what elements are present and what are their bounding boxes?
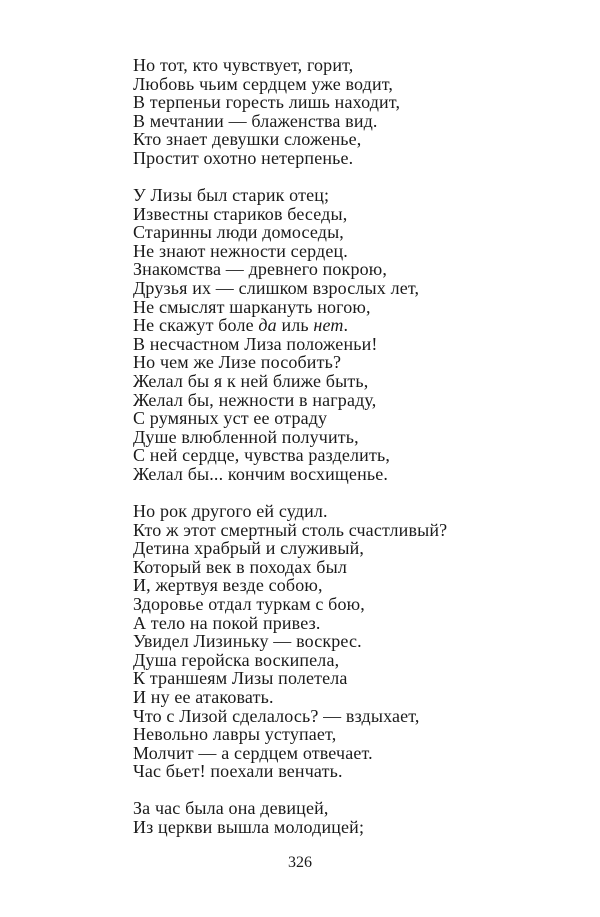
poem-line: С румяных уст ее отраду — [133, 408, 328, 429]
poem-line: Кто ж этот смертный столь счастливый? — [133, 519, 448, 540]
poem-line: В терпеньи горесть лишь находит, — [133, 92, 401, 113]
poem-line: Друзья их — слишком взрослых лет, — [133, 278, 420, 299]
stanza-1 — [133, 56, 573, 168]
poem-line: Старинны люди домоседы, — [133, 222, 344, 243]
poem-line: Душе влюбленной получить, — [133, 426, 359, 447]
poem-line: Любовь чьим сердцем уже водит, — [133, 73, 394, 94]
poem-line: А тело на покой привез. — [133, 612, 321, 633]
stanza-3 — [133, 502, 573, 781]
poem-text — [133, 56, 573, 855]
poem-line: Известны стариков беседы, — [133, 203, 348, 224]
poem-line: В несчастном Лиза положеньи! — [133, 333, 378, 354]
poem-line: Час бьет! поехали венчать. — [133, 761, 343, 782]
poem-line: Молчит — а сердцем отвечает. — [133, 742, 373, 763]
poem-line: Не скажут боле да иль нет. — [133, 315, 349, 336]
poem-line: С ней сердце, чувства разделить, — [133, 445, 390, 466]
poem-line: Из церкви вышла молодицей; — [133, 817, 365, 838]
poem-line: Кто знает девушки сложенье, — [133, 129, 362, 150]
poem-line: И, жертвуя везде собою, — [133, 575, 323, 596]
poem-line: Но рок другого ей судил. — [133, 501, 328, 522]
poem-line: Здоровье отдал туркам с бою, — [133, 594, 365, 615]
poem-line: Душа геройска воскипела, — [133, 649, 340, 670]
poem-line: Но чем же Лизе пособить? — [133, 352, 342, 373]
poem-line: К траншеям Лизы полетела — [133, 668, 348, 689]
poem-line: И ну ее атаковать. — [133, 687, 274, 707]
poem-line: Желал бы я к ней ближе быть, — [133, 371, 369, 391]
poem-line: Желал бы, нежности в награду, — [133, 389, 377, 410]
poem-line: Который век в походах был — [133, 556, 347, 577]
poem-line: Но тот, кто чувствует, горит, — [133, 55, 354, 75]
poem-line: В мечтании — блаженства вид. — [133, 110, 378, 131]
poem-line: Не смыслят шаркануть ногою, — [133, 296, 371, 317]
poem-line: Детина храбрый и служивый, — [133, 538, 365, 559]
poem-line: У Лизы был старик отец; — [133, 185, 330, 206]
poem-line: Что с Лизой сделалось? — вздыхает, — [133, 705, 420, 726]
stanza-4 — [133, 799, 573, 836]
poem-line: Невольно лавры уступает, — [133, 724, 337, 745]
poem-line: Простит охотно нетерпенье. — [133, 147, 354, 168]
page-number: 326 — [288, 854, 312, 871]
poem-line: Не знают нежности сердец. — [133, 240, 348, 261]
poem-line: За час была она девицей, — [133, 798, 329, 819]
poem-line: Желал бы... кончим восхищенье. — [133, 463, 388, 484]
poem-line: Увидел Лизиньку — воскрес. — [133, 631, 362, 652]
poem-line: Знакомства — древнего покрою, — [133, 259, 388, 280]
stanza-2 — [133, 186, 573, 484]
